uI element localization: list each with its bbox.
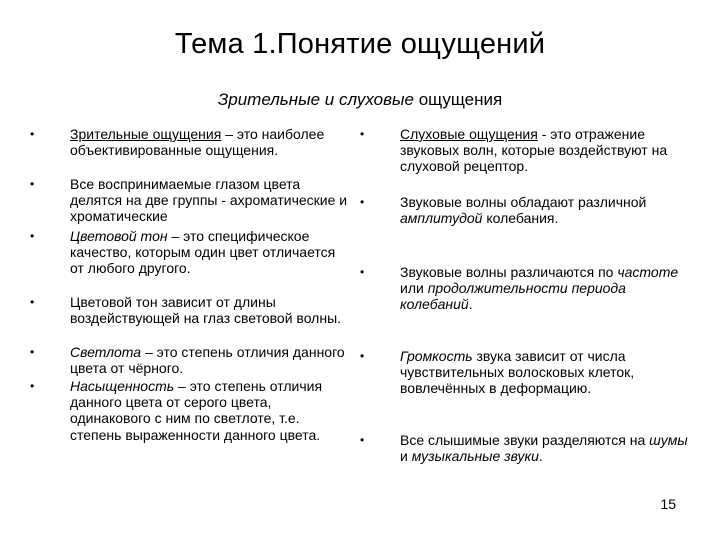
term-description: звука зависит от числа чувствительных волосковых клеток, вовлечённых в деформацию. xyxy=(400,348,635,397)
left-bullet-text xyxy=(70,344,350,376)
text-part: и xyxy=(400,448,412,465)
text-part: Все слышимые звуки разделяются на xyxy=(400,432,650,448)
term: продолжительности периода колебаний xyxy=(400,280,626,313)
term-description: - это отражение звуковых волн, которые воздействуют на слуховой рецептор. xyxy=(400,126,668,175)
bullet-icon: • xyxy=(30,345,35,359)
term-description: – это наиболее объективированные ощущения. xyxy=(70,126,325,159)
slide-subtitle xyxy=(0,90,720,110)
term: Светлота xyxy=(70,344,142,360)
term: музыкальные звуки xyxy=(411,448,539,465)
term-description: – это степень отличия данного цвета от серого цвета, одинакового с ним по светлоте, т.е. степень выраженности данного цвета. xyxy=(70,378,323,443)
page-number: 15 xyxy=(660,496,676,512)
bullet-icon: • xyxy=(360,433,365,447)
subtitle-regular: ощущения xyxy=(413,90,503,109)
bullet-icon: • xyxy=(30,127,35,141)
bullet-icon: • xyxy=(360,349,365,363)
bullet-icon: • xyxy=(360,265,365,279)
term-description: – это специфическое качество, которым один цвет отличается от любого другого. xyxy=(70,228,336,277)
left-bullet-text xyxy=(70,378,350,443)
text-part: Звуковые волны различаются по xyxy=(400,264,618,280)
term: Цветовой тон xyxy=(70,228,168,244)
text-part: . xyxy=(538,448,543,465)
left-bullet-text: Цветовой тон зависит от длины воздействующей на глаз световой волны. xyxy=(70,294,342,327)
bullet-icon: • xyxy=(30,229,35,243)
right-bullet-text xyxy=(400,126,690,175)
left-bullet-text: Все воспринимаемые глазом цвета делятся на две группы - ахроматические и хроматические xyxy=(70,176,348,225)
term: амплитудой xyxy=(400,210,483,227)
bullet-icon: • xyxy=(360,127,365,141)
bullet-icon: • xyxy=(30,379,35,393)
subtitle-italic: Зрительные и слуховые xyxy=(217,90,414,109)
text-part: колебания. xyxy=(482,210,559,227)
right-bullet-text xyxy=(400,348,690,397)
bullet-icon: • xyxy=(30,295,35,309)
term: Зрительные ощущения xyxy=(70,126,222,142)
right-bullet-text xyxy=(400,264,690,313)
right-bullet-text xyxy=(400,194,690,226)
bullet-icon: • xyxy=(360,195,365,209)
term-description: – это степень отличия данного цвета от чёрного. xyxy=(70,344,345,377)
term: Громкость xyxy=(400,348,473,364)
left-bullet-text xyxy=(70,228,350,277)
bullet-icon: • xyxy=(30,177,35,191)
term: частоте xyxy=(617,264,679,280)
term: Слуховые ощущения xyxy=(400,126,538,142)
text-part: или xyxy=(400,280,428,297)
left-bullet-text xyxy=(70,126,350,158)
text-part: Звуковые волны обладают различной xyxy=(400,194,647,210)
slide-title: Тема 1.Понятие ощущений xyxy=(174,28,546,60)
text-part: . xyxy=(468,296,473,313)
term: Насыщенность xyxy=(70,378,175,394)
term: шумы xyxy=(649,432,688,448)
right-bullet-text xyxy=(400,432,690,464)
